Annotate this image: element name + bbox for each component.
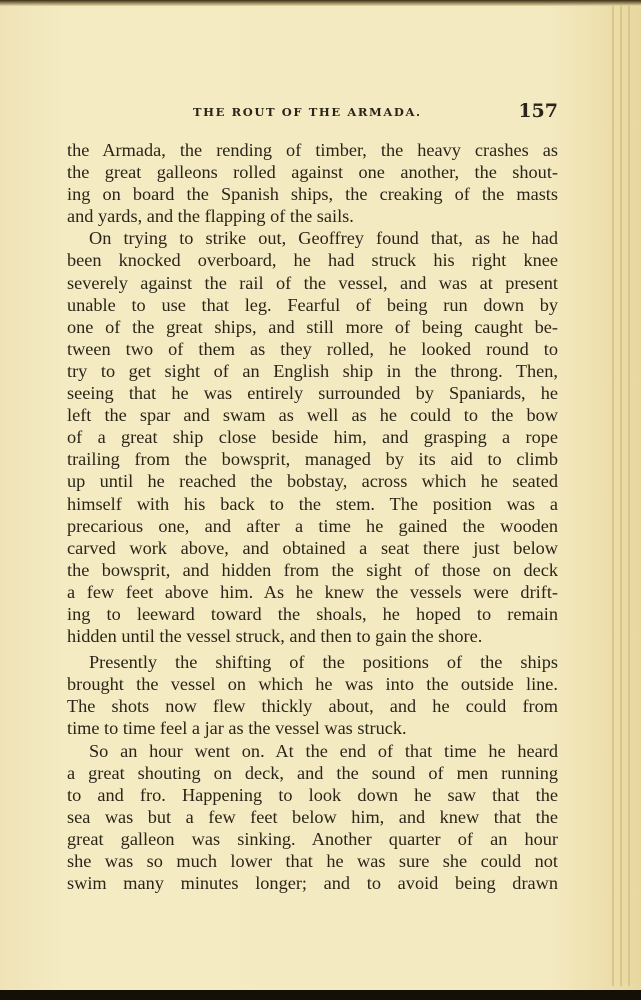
text-line: she was so much lower that he was sure she could not: [67, 851, 558, 871]
text-line: Presently the shifting of the positions of the ships: [89, 652, 558, 673]
page-number: 157: [518, 100, 558, 122]
text-line: a few feet above him. As he knew the vessels were drift-: [67, 581, 558, 602]
text-line: ing on board the Spanish ships, the creaking of the masts: [67, 184, 558, 205]
text-line: himself with his back to the stem. The position was a: [67, 493, 558, 514]
text-line: unable to use that leg. Fearful of being run down by: [67, 294, 558, 315]
running-header: [67, 102, 558, 124]
text-line: the great galleons rolled against one another, the shout-: [67, 162, 558, 183]
text-line: up until he reached the bobstay, across which he seated: [67, 471, 558, 492]
page-bottom-edge: [0, 990, 641, 1000]
text-line: been knocked overboard, he had struck his right knee: [67, 250, 558, 271]
text-line: the bowsprit, and hidden from the sight of those on deck: [67, 559, 558, 580]
text-line: On trying to strike out, Geoffrey found that, as he had: [89, 228, 558, 249]
text-line: brought the vessel on which he was into the outside line.: [67, 674, 558, 695]
text-line: left the spar and swam as well as he could to the bow: [67, 405, 558, 426]
text-line: tween two of them as they rolled, he looked round to: [67, 338, 558, 359]
text-line: sea was but a few feet below him, and knew that the: [67, 806, 558, 827]
text-line: swim many minutes longer; and to avoid being drawn: [67, 873, 558, 894]
text-line: a great shouting on deck, and the sound of men running: [67, 762, 558, 783]
text-line: time to time feel a jar as the vessel was struck.: [67, 718, 407, 739]
text-line: carved work above, and obtained a seat there just below: [67, 537, 558, 558]
text-line: severely against the rail of the vessel, and was at present: [67, 272, 558, 293]
body-text: [67, 139, 558, 894]
text-line: ing to leeward toward the shoals, he hoped to remain: [67, 603, 558, 624]
text-line: seeing that he was entirely surrounded by Spaniards, he: [67, 383, 558, 404]
text-line: the Armada, the rending of timber, the heavy crashes as: [67, 140, 558, 160]
text-line: one of the great ships, and still more of being caught be-: [67, 316, 558, 337]
text-line: The shots now flew thickly about, and he could from: [67, 696, 558, 717]
text-line: of a great ship close beside him, and grasping a rope: [67, 427, 558, 448]
text-line: and yards, and the flapping of the sails.: [67, 206, 354, 227]
page-top-edge: [0, 0, 641, 6]
text-line: trailing from the bowsprit, managed by its aid to climb: [67, 449, 558, 470]
text-line: to and fro. Happening to look down he saw that the: [67, 784, 558, 805]
page-edge: [612, 6, 614, 986]
text-line: So an hour went on. At the end of that time he heard: [89, 740, 558, 761]
text-line: precarious one, and after a time he gained the wooden: [67, 515, 558, 536]
text-line: hidden until the vessel struck, and then to gain the shore.: [67, 626, 483, 647]
running-title: THE ROUT OF THE ARMADA.: [193, 105, 422, 119]
page-edge: [620, 6, 622, 986]
text-line: great galleon was sinking. Another quarter of an hour: [67, 828, 558, 849]
text-line: try to get sight of an English ship in the throng. Then,: [67, 360, 558, 381]
page-edge: [628, 6, 630, 986]
